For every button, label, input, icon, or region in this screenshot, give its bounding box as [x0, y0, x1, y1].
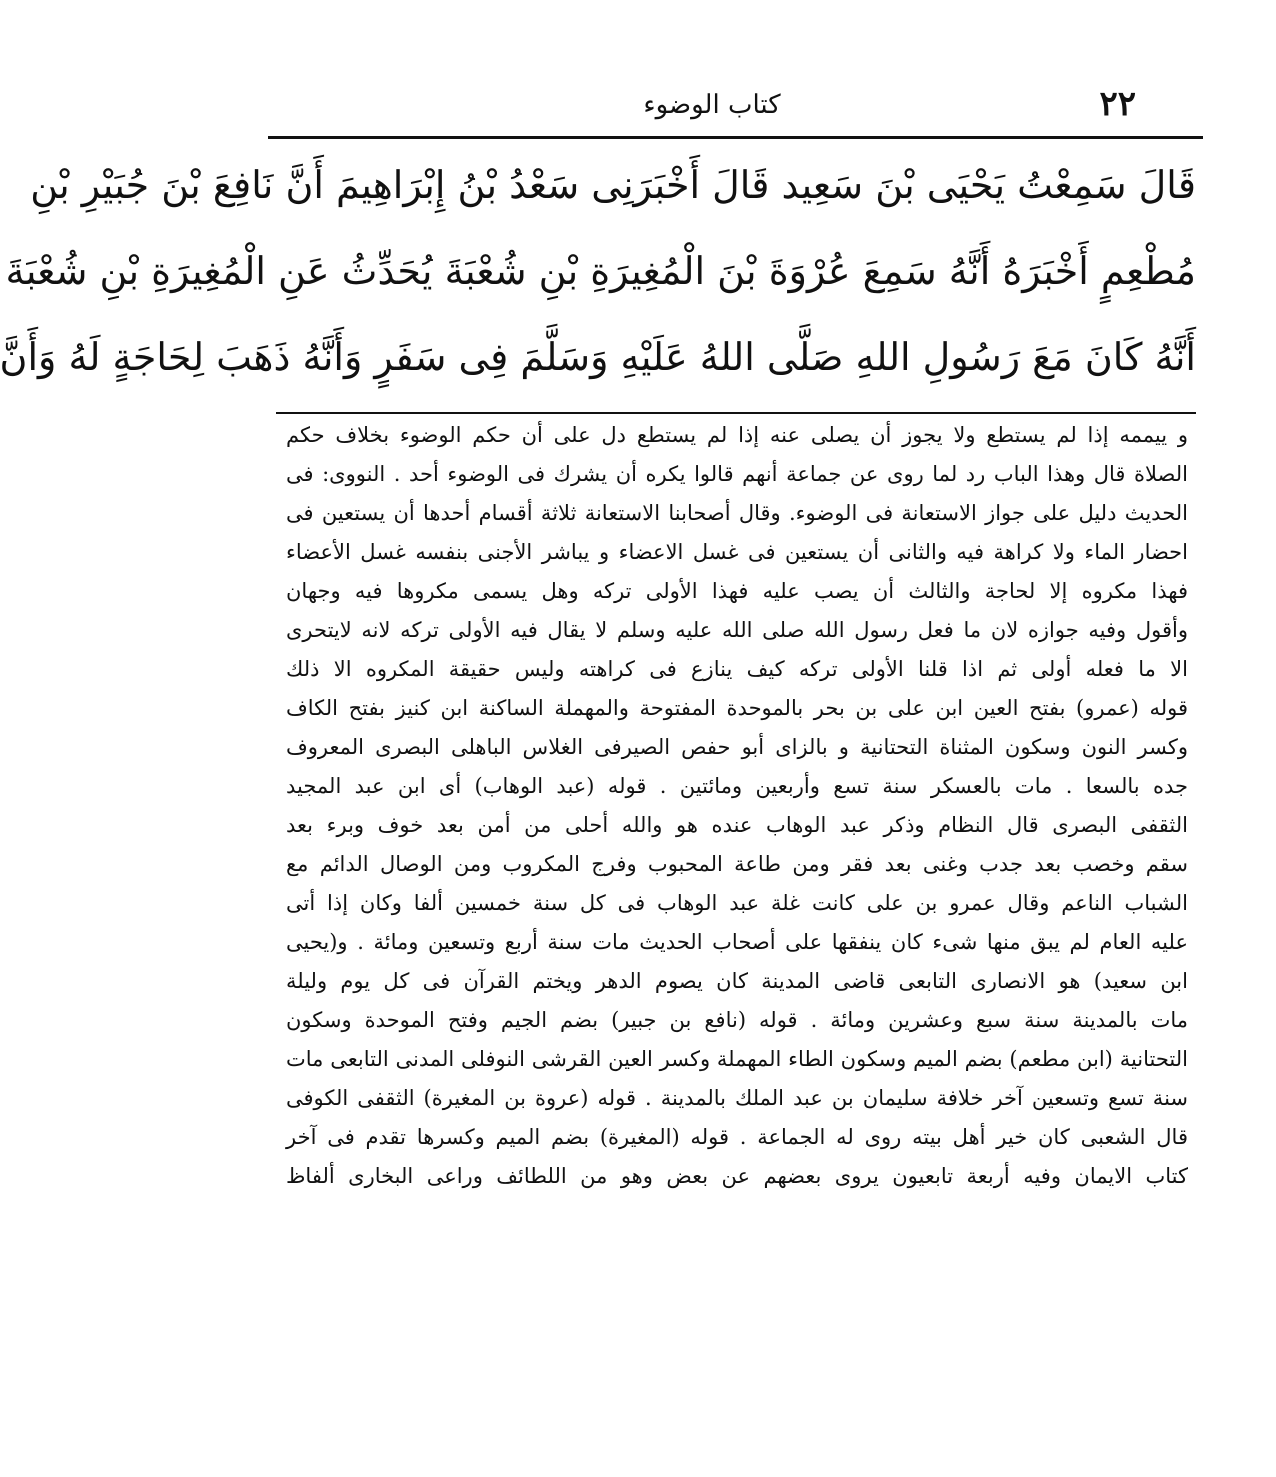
commentary-line: سنة تسع وتسعين آخر خلافة سليمان بن عبد الملك بالمدينة . قوله (عروة بن المغيرة) الثقفى الكوفى: [286, 1086, 1188, 1110]
commentary-line: وكسر النون وسكون المثناة التحتانية و بالزاى أبو حفص الصيرفى الغلاس الباهلى البصرى المعروف: [286, 735, 1188, 759]
section-divider: [276, 412, 1196, 414]
page-number: ٢٢: [1099, 84, 1136, 124]
commentary-line: عليه العام لم يبق منها شىء كان ينفقها على أصحاب الحديث مات سنة أربع وتسعين ومائة . و(يحيى: [286, 930, 1188, 954]
commentary-line: الا ما فعله أولى ثم اذا قلنا الأولى تركه كيف ينازع فى كراهته وليس حقيقة المكروه الا ذلك: [286, 657, 1188, 681]
commentary-line: مات بالمدينة سنة سبع وعشرين ومائة . قوله (نافع بن جبير) بضم الجيم وفتح الموحدة وسكون: [286, 1008, 1188, 1032]
commentary-line: وأقول وفيه جوازه لان ما فعل رسول الله صلى الله عليه وسلم لا يقال فيه الأولى تركه لانه لايتحرى: [286, 618, 1188, 642]
commentary-line: قوله (عمرو) بفتح العين ابن على بن بحر بالموحدة المفتوحة والمهملة الساكنة ابن كنيز بفتح الكاف: [286, 696, 1188, 720]
commentary-line: كتاب الايمان وفيه أربعة تابعيون يروى بعضهم عن بعض وهو من اللطائف وراعى البخارى ألفاظ: [286, 1164, 1188, 1188]
commentary-line: الثقفى البصرى قال النظام وذكر عبد الوهاب عنده هو والله أحلى من أمن بعد خوف وبرء بعد: [286, 813, 1188, 837]
commentary-text: [286, 416, 1188, 1196]
commentary-line: ابن سعيد) هو الانصارى التابعى قاضى المدينة كان يصوم الدهر ويختم القرآن فى كل يوم وليلة: [286, 969, 1188, 993]
commentary-line: سقم وخصب بعد جدب وغنى بعد فقر ومن طاعة المحبوب وفرج المكروب ومن الوصال الدائم مع: [286, 852, 1188, 876]
header-rule: [268, 136, 1203, 139]
commentary-line: و ييممه إذا لم يستطع ولا يجوز أن يصلى عنه إذا لم يستطع دل على أن حكم الوضوء بخلاف حكم: [286, 423, 1188, 447]
commentary-line: الشباب الناعم وقال عمرو بن على كانت غلة عبد الوهاب فى كل سنة خمسين ألفا وكان إذا أتى: [286, 891, 1188, 915]
commentary-line: احضار الماء ولا كراهة فيه والثانى أن يستعين فى غسل الاعضاء و يباشر الأجنى بنفسه غسل الأعضاء: [286, 540, 1188, 564]
running-title: كتاب الوضوء: [643, 90, 781, 120]
commentary-line: فهذا مكروه إلا لحاجة والثالث أن يصب عليه فهذا الأولى تركه وهل يسمى مكروها فيه وجهان: [286, 579, 1188, 603]
commentary-line: قال الشعبى كان خير أهل بيته روى له الجماعة . قوله (المغيرة) بضم الميم وكسرها تقدم فى آخر: [286, 1125, 1188, 1149]
commentary-line: جده بالسعا . مات بالعسكر سنة تسع وأربعين ومائتين . قوله (عبد الوهاب) أى ابن عبد المجيد: [286, 774, 1188, 798]
hadith-line: مُطْعِمٍ أَخْبَرَهُ أَنَّهُ سَمِعَ عُرْوَةَ بْنَ الْمُغِيرَةِ بْنِ شُعْبَةَ يُحَدِّثُ عَنِ الْمُغِيرَةِ بْنِ شُعْبَةَ: [5, 249, 1196, 293]
commentary-line: الحديث دليل على جواز الاستعانة فى الوضوء. وقال أصحابنا الاستعانة ثلاثة أقسام أحدها أن يستعين فى: [286, 501, 1188, 525]
hadith-line: قَالَ سَمِعْتُ يَحْيَى بْنَ سَعِيد قَالَ أَخْبَرَنِى سَعْدُ بْنُ إِبْرَاهِيمَ أَنَّ نَافِعَ بْنَ جُبَيْرِ بْنِ: [30, 163, 1196, 207]
commentary-line: الصلاة قال وهذا الباب رد لما روى عن جماعة أنهم قالوا يكره أن يشرك فى الوضوء أحد . النووى: فى: [286, 462, 1188, 486]
hadith-text: [0, 142, 1196, 400]
hadith-line: أَنَّهُ كَانَ مَعَ رَسُولِ اللهِ صَلَّى اللهُ عَلَيْهِ وَسَلَّمَ فِى سَفَرٍ وَأَنَّهُ ذَهَبَ لِحَاجَةٍ لَهُ وَأَنَّ: [0, 335, 1196, 379]
page-header: [288, 84, 1136, 132]
commentary-line: التحتانية (ابن مطعم) بضم الميم وسكون الطاء المهملة وكسر العين القرشى النوفلى المدنى التابعى مات: [286, 1047, 1188, 1071]
